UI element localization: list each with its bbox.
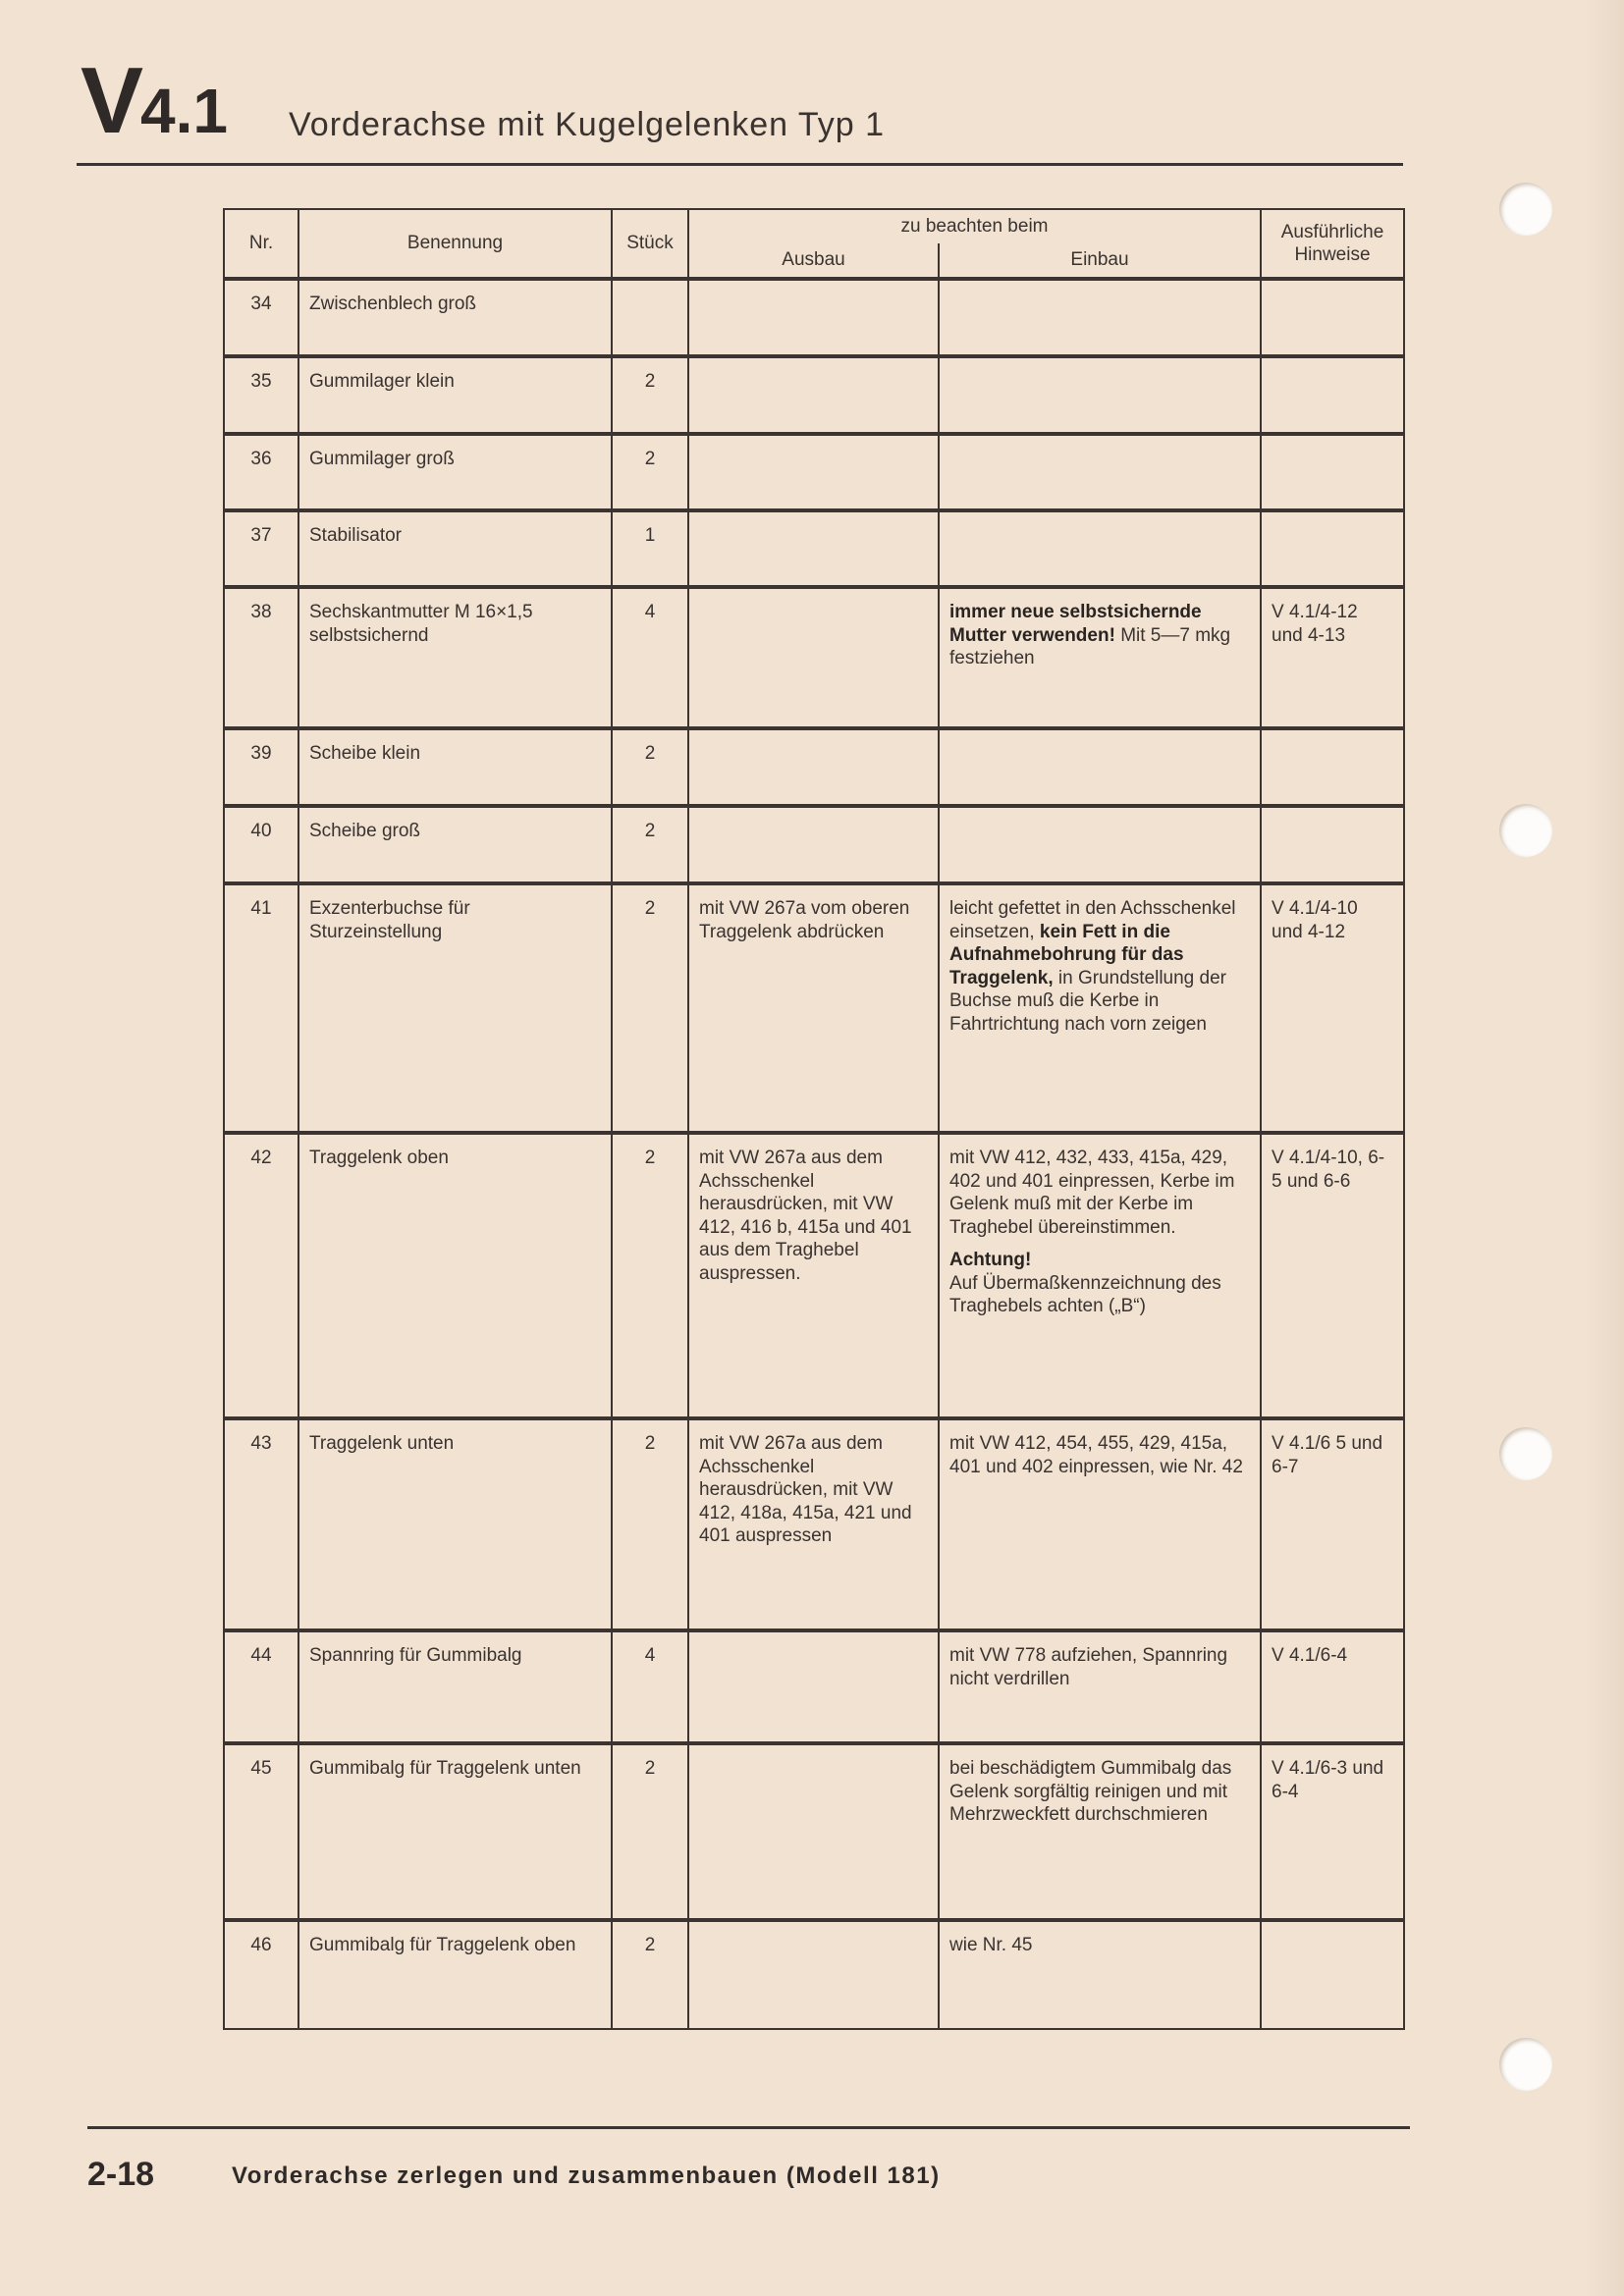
header-rule — [77, 163, 1403, 166]
cell-einbau — [939, 806, 1261, 883]
cell-hinweise: V 4.1/6 5 und 6-7 — [1261, 1418, 1404, 1630]
cell-stueck — [612, 279, 688, 356]
cell-benennung: Scheibe klein — [298, 728, 612, 806]
cell-ausbau: mit VW 267a aus dem Achsschenkel herausdrücken, mit VW 412, 418a, 415a, 421 und 401 auspressen — [688, 1418, 939, 1630]
einbau-text: mit VW 412, 454, 455, 429, 415a, 401 und 402 einpressen, wie Nr. 42 — [949, 1433, 1243, 1477]
cell-nr: 46 — [224, 1920, 298, 2029]
cell-einbau — [939, 1133, 1261, 1418]
cell-hinweise: V 4.1/6-4 — [1261, 1630, 1404, 1743]
einbau-text: mit VW 412, 432, 433, 415a, 429, 402 und 401 einpressen, Kerbe im Gelenk muß mit der Kerbe im Traghebel übereinstimmen. — [949, 1148, 1235, 1238]
cell-hinweise — [1261, 279, 1404, 356]
cell-stueck: 2 — [612, 1133, 688, 1418]
cell-einbau — [939, 434, 1261, 510]
cell-hinweise — [1261, 434, 1404, 510]
header-stueck: Stück — [612, 209, 688, 279]
cell-ausbau — [688, 434, 939, 510]
einbau-bold-text: Achtung! — [949, 1250, 1032, 1270]
cell-benennung: Gummilager klein — [298, 356, 612, 434]
cell-stueck: 2 — [612, 806, 688, 883]
paragraph-gap — [949, 1239, 1250, 1249]
table-row — [224, 728, 1404, 806]
einbau-text: leicht gefettet in den Achsschenkel einsetzen, — [949, 898, 1236, 942]
cell-einbau — [939, 1743, 1261, 1920]
header-ausbau: Ausbau — [688, 243, 939, 279]
cell-einbau — [939, 883, 1261, 1133]
einbau-text: wie Nr. 45 — [949, 1935, 1033, 1955]
cell-stueck: 1 — [612, 510, 688, 587]
cell-nr: 45 — [224, 1743, 298, 1920]
table-row — [224, 883, 1404, 1133]
cell-nr: 41 — [224, 883, 298, 1133]
table-row — [224, 279, 1404, 356]
cell-stueck: 4 — [612, 1630, 688, 1743]
cell-einbau — [939, 587, 1261, 728]
footer-title: Vorderachse zerlegen und zusammenbauen (Modell 181) — [232, 2163, 941, 2189]
cell-einbau — [939, 728, 1261, 806]
cell-benennung: Scheibe groß — [298, 806, 612, 883]
cell-benennung: Sechskantmutter M 16×1,5 selbstsichernd — [298, 587, 612, 728]
punch-hole — [1499, 2038, 1552, 2091]
table-row — [224, 1418, 1404, 1630]
cell-stueck: 2 — [612, 1743, 688, 1920]
cell-hinweise: V 4.1/6-3 und 6-4 — [1261, 1743, 1404, 1920]
cell-nr: 37 — [224, 510, 298, 587]
table-row — [224, 510, 1404, 587]
cell-hinweise — [1261, 728, 1404, 806]
cell-einbau — [939, 510, 1261, 587]
table-body — [224, 279, 1404, 2029]
cell-einbau — [939, 1418, 1261, 1630]
header-einbau: Einbau — [939, 243, 1261, 279]
table-row — [224, 1920, 1404, 2029]
cell-benennung: Gummibalg für Traggelenk unten — [298, 1743, 612, 1920]
punch-hole — [1499, 1427, 1552, 1480]
cell-ausbau — [688, 587, 939, 728]
cell-einbau — [939, 1920, 1261, 2029]
header-nr: Nr. — [224, 209, 298, 279]
cell-hinweise: V 4.1/4-12 und 4-13 — [1261, 587, 1404, 728]
page-title: Vorderachse mit Kugelgelenken Typ 1 — [289, 106, 886, 143]
cell-ausbau — [688, 510, 939, 587]
header-zu-beachten: zu beachten beim — [688, 209, 1261, 243]
parts-table — [223, 208, 1405, 2030]
cell-stueck: 2 — [612, 434, 688, 510]
cell-nr: 44 — [224, 1630, 298, 1743]
cell-ausbau: mit VW 267a vom oberen Traggelenk abdrücken — [688, 883, 939, 1133]
section-number — [81, 47, 228, 155]
footer-rule — [87, 2126, 1410, 2129]
table-row — [224, 1743, 1404, 1920]
cell-ausbau — [688, 1743, 939, 1920]
punch-hole — [1499, 804, 1552, 857]
einbau-text: Mit 5—7 mkg festziehen — [949, 624, 1231, 668]
cell-stueck: 4 — [612, 587, 688, 728]
cell-benennung: Gummilager groß — [298, 434, 612, 510]
cell-benennung: Traggelenk oben — [298, 1133, 612, 1418]
cell-benennung: Gummibalg für Traggelenk oben — [298, 1920, 612, 2029]
cell-stueck: 2 — [612, 356, 688, 434]
cell-einbau — [939, 279, 1261, 356]
header-benennung: Benennung — [298, 209, 612, 279]
cell-einbau — [939, 356, 1261, 434]
cell-ausbau — [688, 356, 939, 434]
cell-hinweise: V 4.1/4-10 und 4-12 — [1261, 883, 1404, 1133]
section-num: 4.1 — [140, 76, 228, 146]
cell-ausbau: mit VW 267a aus dem Achsschenkel herausdrücken, mit VW 412, 416 b, 415a und 401 aus dem Traghebel auspressen. — [688, 1133, 939, 1418]
einbau-text: bei beschädigtem Gummibalg das Gelenk sorgfältig reinigen und mit Mehrzweckfett durchschmieren — [949, 1758, 1232, 1825]
cell-stueck: 2 — [612, 1920, 688, 2029]
header-hinweise: Ausführliche Hinweise — [1261, 209, 1404, 279]
cell-benennung: Traggelenk unten — [298, 1418, 612, 1630]
cell-einbau — [939, 1630, 1261, 1743]
cell-hinweise — [1261, 510, 1404, 587]
cell-ausbau — [688, 1920, 939, 2029]
cell-hinweise — [1261, 806, 1404, 883]
cell-stueck: 2 — [612, 883, 688, 1133]
cell-nr: 38 — [224, 587, 298, 728]
cell-hinweise: V 4.1/4-10, 6-5 und 6-6 — [1261, 1133, 1404, 1418]
table-row — [224, 356, 1404, 434]
punch-hole — [1499, 183, 1552, 236]
cell-nr: 39 — [224, 728, 298, 806]
cell-ausbau — [688, 728, 939, 806]
cell-hinweise — [1261, 1920, 1404, 2029]
cell-hinweise — [1261, 356, 1404, 434]
table-row — [224, 1133, 1404, 1418]
einbau-text: mit VW 778 aufziehen, Spannring nicht verdrillen — [949, 1645, 1228, 1689]
page-edge — [1585, 0, 1624, 2296]
cell-nr: 35 — [224, 356, 298, 434]
table-row — [224, 434, 1404, 510]
page-number: 2-18 — [87, 2156, 155, 2193]
cell-nr: 43 — [224, 1418, 298, 1630]
einbau-bold-text: immer neue selbstsichernde Mutter verwenden! — [949, 602, 1202, 646]
section-letter: V — [81, 48, 141, 153]
cell-stueck: 2 — [612, 1418, 688, 1630]
einbau-text: in Grundstellung der Buchse muß die Kerbe in Fahrtrichtung nach vorn zeigen — [949, 967, 1226, 1035]
einbau-text: Auf Übermaßkennzeichnung des Traghebels achten („B“) — [949, 1272, 1221, 1316]
cell-benennung: Stabilisator — [298, 510, 612, 587]
table-row — [224, 806, 1404, 883]
cell-nr: 36 — [224, 434, 298, 510]
cell-ausbau — [688, 279, 939, 356]
cell-nr: 40 — [224, 806, 298, 883]
cell-ausbau — [688, 1630, 939, 1743]
cell-ausbau — [688, 806, 939, 883]
cell-benennung: Zwischenblech groß — [298, 279, 612, 356]
cell-benennung: Spannring für Gummibalg — [298, 1630, 612, 1743]
cell-nr: 34 — [224, 279, 298, 356]
einbau-bold-text: kein Fett in die Aufnahmebohrung für das Traggelenk, — [949, 921, 1184, 988]
table-row — [224, 1630, 1404, 1743]
cell-stueck: 2 — [612, 728, 688, 806]
cell-benennung: Exzenterbuchse für Sturzeinstellung — [298, 883, 612, 1133]
table-row — [224, 587, 1404, 728]
cell-nr: 42 — [224, 1133, 298, 1418]
